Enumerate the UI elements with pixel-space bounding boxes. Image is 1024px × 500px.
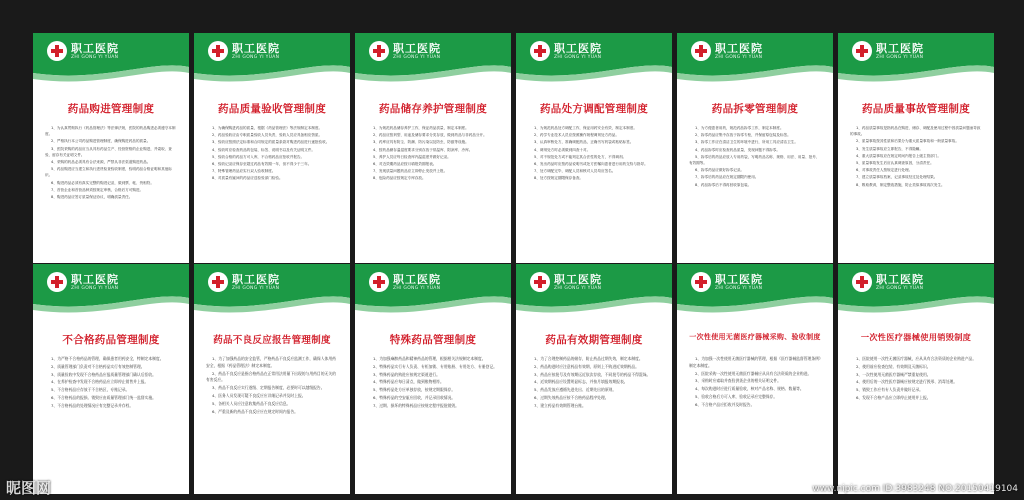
rule-line: 7、首营企业和首营品种须按规定审核，合格后方可购进。	[51, 187, 144, 192]
rule-line: 3、验收应按照法定标准和合同规定的质量条款对购进药品进行逐批验收。	[212, 140, 330, 145]
hospital-name: 职工医院	[554, 42, 602, 55]
rule-line: 4、近效期药品应设置明显标志，并按月填报效期报表。	[534, 379, 628, 385]
rule-line: 4、医务人员发现可疑不良反应应详细记录并及时上报。	[212, 392, 306, 398]
rule-line: 1、为确保购进药品的质量，根据《药品管理法》等法规制定本制度。	[212, 126, 323, 130]
rule-line: 7、过期、损坏的特殊药品应按规定程序报批销毁。	[373, 402, 459, 408]
panel-body	[206, 356, 338, 416]
rule-line: 3、质量验收中发现不合格药品应报质量管理部门确认后拒收。	[51, 371, 156, 377]
rule-line: 3、特殊药品的购进应按规定渠道进行。	[373, 371, 440, 377]
rule-line: 8、对质量有疑问的药品应送检验部门检验。	[212, 176, 283, 181]
rule-line: 4、验收时应检查药品的包装、标签、说明书以及有关证明文件。	[212, 147, 315, 152]
panel-body	[689, 356, 821, 410]
hospital-cross-logo-icon	[691, 272, 711, 292]
rule-line: 2、药品应按剂型、用途及储存要求分类存放，做到药品与非药品分开。	[373, 133, 487, 138]
hospital-pinyin: ZHI GONG YI YUAN	[554, 55, 602, 60]
rule-line: 5、质量事故发生后应认真调查原因，分清责任。	[856, 161, 934, 166]
hospital-cross-logo-icon	[852, 41, 872, 61]
panel-banner	[355, 264, 511, 322]
rule-line: 7、特殊管理药品应实行双人验收制度。	[212, 169, 276, 174]
panel-body	[528, 125, 660, 183]
hospital-pinyin: ZHI GONG YI YUAN	[71, 286, 119, 291]
rule-line: 6、发出药品时应按药品说明书或处方医嘱向患者进行用药交待与指导。	[534, 162, 648, 167]
hospital-pinyin: ZHI GONG YI YUAN	[876, 55, 924, 60]
rule-line: 5、养护人员应每日检查库内温湿度并做好记录。	[373, 154, 451, 159]
rule-line: 2、质量事故按其性质和后果分为重大质量事故和一般质量事故。	[856, 139, 959, 144]
rule-line: 2、严格执行本公司药品购进管理制度，确保购进药品的质量。	[51, 139, 151, 144]
hospital-cross-logo-icon	[47, 41, 67, 61]
rule-line: 2、药品不良反应是指合格药品在正常用法用量下出现的与用药目的无关的有害反应。	[206, 370, 336, 383]
panel-title: 药品处方调配管理制度	[540, 103, 648, 115]
hospital-name: 职工医院	[393, 273, 441, 286]
panel-body	[850, 125, 982, 189]
panel-drug-purchase	[33, 33, 189, 263]
rule-line: 5、不合格药品应存放于不合格区，专账记录。	[51, 387, 130, 393]
hospital-pinyin: ZHI GONG YI YUAN	[715, 55, 763, 60]
panel-title: 药品质量事故管理制度	[862, 103, 970, 115]
panel-title: 一次性使用无菌医疗器械采购、验收制度	[689, 333, 821, 341]
panel-title: 药品储存养护管理制度	[379, 103, 487, 115]
hospital-cross-logo-icon	[691, 41, 711, 61]
rule-line: 1、为认真贯彻执行《药品管理法》等法律法规，医院的药品购进必须遵守本制度。	[45, 126, 176, 137]
rule-line: 3、采购时应索取并查验供货企业的相关证明文件。	[695, 378, 781, 384]
rule-line: 8、处方按规定期限保存备查。	[534, 176, 584, 181]
hospital-pinyin: ZHI GONG YI YUAN	[393, 286, 441, 291]
rule-line: 5、销毁工作应有专人负责并做好记录。	[856, 387, 923, 393]
panel-quality-incident	[838, 33, 994, 263]
rule-line: 4、每次购进时应进行质量验收，核对产品名称、规格、数量等。	[695, 386, 804, 392]
panel-banner	[677, 264, 833, 322]
panel-body	[45, 125, 177, 201]
rule-line: 5、拆零后的药品应放入专用药袋，写明药品名称、规格、用法、用量、批号、有效期等。	[689, 154, 820, 166]
hospital-cross-logo-icon	[369, 41, 389, 61]
panel-body	[367, 356, 499, 411]
rule-line: 6、不合格药品的报损、销毁应由质量管理部门统一监督实施。	[51, 394, 156, 400]
panel-title: 药品不良反应报告管理制度	[213, 335, 331, 346]
rule-line: 4、重大质量事故应在规定时间内报告上级主管部门。	[856, 153, 941, 158]
hospital-cross-logo-icon	[369, 272, 389, 292]
hospital-pinyin: ZHI GONG YI YUAN	[232, 286, 280, 291]
panel-banner	[355, 33, 511, 91]
panel-prescription-dispensing	[516, 33, 672, 263]
rule-line: 5、各相关人员应注意收集药品不良反应信息。	[212, 400, 291, 406]
rule-line: 1、药品质量事故是指药品在购进、储存、调配及使用过程中因质量问题而导致的事故。	[850, 126, 981, 137]
panel-title: 不合格药品管理制度	[62, 334, 160, 346]
rule-line: 7、建立质量事故档案，记录事故经过及处理结果。	[856, 175, 938, 180]
panel-title: 一次性医疗器械使用销毁制度	[860, 332, 972, 342]
rule-line: 1、为严格不合格药品的管理，确保患者用药安全，特制定本制度。	[51, 356, 164, 361]
watermark-logo: 昵图网	[6, 479, 52, 497]
rule-line: 1、为方便患者用药，规范药品拆零工作，制定本制度。	[695, 126, 784, 130]
rule-line: 3、医院采购的药品应当从具有药品生产、经营资格的企业购进，并索取、查验、留存有关证明文件。	[45, 146, 172, 157]
hospital-name: 职工医院	[393, 42, 441, 55]
rule-line: 2、药品验收应由专职质量验收人员负责，验收人员应具备相应资质。	[212, 133, 323, 138]
rule-line: 4、药品拆零时应检查药品质量，发现问题不得拆零。	[695, 147, 780, 152]
hospital-pinyin: ZHI GONG YI YUAN	[71, 55, 119, 60]
hospital-cross-logo-icon	[530, 41, 550, 61]
hospital-pinyin: ZHI GONG YI YUAN	[554, 286, 602, 291]
panel-banner	[516, 33, 672, 91]
hospital-name: 职工医院	[715, 273, 763, 286]
rule-line: 8、吸取教训，制定整改措施，防止类似事故再次发生。	[856, 182, 945, 187]
panel-special-drugs	[355, 264, 511, 494]
panel-banner	[516, 264, 672, 322]
hospital-name: 职工医院	[876, 273, 924, 286]
panel-adverse-reaction	[194, 264, 350, 494]
rule-line: 5、药品购进应当建立和执行进货检查验收制度，验明药品合格证明和其他标识。	[45, 167, 172, 178]
hospital-pinyin: ZHI GONG YI YUAN	[876, 286, 924, 291]
panel-banner	[33, 33, 189, 91]
rule-line: 2、质量管理部门负责对不合格药品实行有效控制管理。	[51, 363, 145, 369]
hospital-name: 职工医院	[876, 42, 924, 55]
rule-line: 5、对不规范处方或不能判定其合法性的处方，不得调剂。	[534, 154, 627, 159]
panel-banner	[838, 33, 994, 91]
rule-line: 6、对近效期药品应按月填报效期报表。	[373, 162, 437, 167]
rule-line: 1、为了合理控制药品的储存，防止药品过期失效，制定本制度。	[534, 356, 643, 361]
panel-banner	[33, 264, 189, 322]
panel-body	[45, 356, 177, 411]
hospital-cross-logo-icon	[530, 272, 550, 292]
hospital-cross-logo-icon	[852, 272, 872, 292]
hospital-pinyin: ZHI GONG YI YUAN	[232, 55, 280, 60]
hospital-pinyin: ZHI GONG YI YUAN	[393, 55, 441, 60]
rule-line: 6、发现不合格产品应立即停止使用并上报。	[856, 394, 931, 400]
watermark-id: www.nipic.com ID:3983248 NO:20150419104	[812, 484, 1018, 494]
rule-line: 2、医院采购一次性使用无菌医疗器械应从具有合法资质的企业购进。	[695, 370, 812, 376]
rule-line: 3、药品不良反应实行逐级、定期报告制度，必要时可以越级报告。	[212, 385, 325, 391]
panel-device-disposal	[838, 264, 994, 494]
rule-line: 6、验收记录应保存至超过药品有效期一年，但不得少于三年。	[212, 162, 312, 167]
panel-device-procurement	[677, 264, 833, 494]
rule-line: 1、为加强麻醉药品和精神药品的管理，根据相关法规制定本制度。	[373, 356, 486, 361]
panel-banner	[677, 33, 833, 91]
rule-line: 3、认真审核处方，准确调配药品，正确书写药袋或粘贴标签。	[534, 140, 634, 145]
rule-line: 6、严重及新的药品不良反应应在规定时间内报告。	[212, 408, 298, 414]
panel-body	[850, 356, 982, 403]
hospital-cross-logo-icon	[208, 41, 228, 61]
rule-line: 2、药学专业技术人员应按照操作规程调剂处方药品。	[534, 133, 619, 138]
rule-line: 6、过期失效药品应按不合格药品程序处理。	[534, 394, 609, 400]
rule-line: 6、购进药品必须有真实完整的购进记录，做到票、帐、货相符。	[51, 180, 154, 185]
rule-line: 3、拆零工作应在清洁卫生的环境中进行，所用工具应清洁卫生。	[695, 140, 798, 145]
rule-line: 5、特殊药品处方应单独存放，按规定期限保存。	[373, 387, 456, 393]
panel-title: 特殊药品管理制度	[389, 334, 477, 346]
panel-title: 药品质量验收管理制度	[218, 103, 326, 115]
rule-line: 1、为加强一次性使用无菌医疗器械的管理，根据《医疗器械监督管理条例》制定本制度。	[689, 356, 821, 368]
panel-expiry-management	[516, 264, 672, 494]
rule-line: 7、不合格药品的处理情况应有完整记录并存档。	[51, 402, 134, 408]
rule-line: 4、采购的药品必须具有合法来源，严禁从非法渠道购进药品。	[51, 160, 151, 165]
rule-line: 7、处方调配完毕，调配人员和核对人员均应签名。	[534, 169, 616, 174]
panel-body	[206, 125, 338, 183]
rule-line: 8、购进药品应签订质量保证协议，明确质量责任。	[51, 195, 133, 200]
rule-line: 7、发现质量问题药品应立即停止发放并上报。	[373, 169, 448, 174]
rule-line: 6、特殊药品的空安瓿应回收，并记录回收情况。	[373, 394, 456, 400]
rule-line: 4、使用后的一次性医疗器械应按规定进行毁形、消毒处理。	[856, 379, 958, 385]
rule-line: 3、药库应具有防尘、防潮、防污染以及防虫、防鼠等设施。	[373, 140, 469, 145]
panel-body	[367, 125, 499, 183]
rule-line: 1、为规范药品处方调配工作，保证用药安全有效，制定本制度。	[534, 126, 637, 130]
panel-title: 药品有效期管理制度	[545, 334, 643, 346]
rule-line: 2、使用前应检查包装、有效期及灭菌标识。	[856, 363, 931, 369]
panel-title: 药品购进管理制度	[67, 103, 155, 115]
rule-line: 2、药品购进时应注意药品有效期，原则上不购进近效期药品。	[534, 363, 639, 369]
rule-line: 4、调剂处方时必须做到四查十对。	[534, 147, 591, 152]
panel-drug-unpacking	[677, 33, 833, 263]
panel-nonconforming-drugs	[33, 264, 189, 494]
panel-body	[528, 356, 660, 411]
rule-line: 5、药品发放应遵循先进先出、近期先出的原则。	[534, 387, 617, 393]
rule-line: 3、一次性使用无菌医疗器械严禁重复使用。	[856, 371, 931, 377]
hospital-name: 职工医院	[232, 273, 280, 286]
rule-line: 4、在养护检查中发现不合格药品应立即停止销售并上报。	[51, 379, 149, 385]
rule-line: 7、建立药品有效期管理台账。	[534, 402, 586, 408]
rule-line: 6、对事故责任人按规定进行处理。	[856, 168, 913, 173]
panel-banner	[838, 264, 994, 322]
hospital-cross-logo-icon	[47, 272, 67, 292]
rule-line: 8、药品拆零后不得再回收原包装。	[695, 182, 752, 187]
hospital-pinyin: ZHI GONG YI YUAN	[715, 286, 763, 291]
rule-line: 6、不合格产品应拒收并及时报告。	[695, 401, 755, 407]
panel-banner	[194, 33, 350, 91]
panel-drug-storage	[355, 33, 511, 263]
panel-banner	[194, 264, 350, 322]
rule-line: 5、验收合格后方可入库，验收记录应完整保存。	[695, 393, 778, 399]
hospital-name: 职工医院	[554, 273, 602, 286]
hospital-name: 职工医院	[715, 42, 763, 55]
rule-line: 2、特殊药品实行专人负责、专柜加锁、专用账册、专用处方、专册登记。	[373, 363, 497, 369]
hospital-name: 职工医院	[232, 42, 280, 55]
panel-drug-quality-acceptance	[194, 33, 350, 263]
rule-line: 2、拆零药品应集中存放于拆零专柜，并保留原包装及标签。	[695, 133, 791, 138]
rule-line: 7、拆零后的药品应在规定期限内使用。	[695, 175, 759, 180]
rule-line: 3、发生质量事故应立即报告，不得隐瞒。	[856, 146, 923, 151]
rule-line: 1、为规范药品储存养护工作，保证药品质量，制定本制度。	[373, 126, 469, 130]
rule-line: 3、药品应按批号及有效期远近依次存放，不同批号的药品不得混垛。	[534, 371, 651, 377]
panel-title: 药品拆零管理制度	[711, 103, 799, 115]
hospital-cross-logo-icon	[208, 272, 228, 292]
panel-body	[689, 125, 821, 189]
hospital-name: 职工医院	[71, 42, 119, 55]
rule-line: 8、危险药品应按规定专库存放。	[373, 176, 426, 181]
rule-line: 1、医院使用一次性无菌医疗器械，应从具有合法资质的企业购进产品。	[856, 356, 977, 361]
rule-line: 6、拆零药品应做好拆零记录。	[695, 168, 745, 173]
rule-line: 5、验收合格的药品方可入库，不合格药品应拒收并报告。	[212, 154, 305, 159]
rule-line: 4、按药品储存温湿度要求分别存放于常温库、阴凉库、冷库。	[373, 147, 473, 152]
rule-line: 1、为了加强药品的安全监管，严格药品不良反应监测工作，确保人体用药安全，根据《药品管理法》制定本制度。	[206, 356, 336, 368]
rule-line: 4、特殊药品应每日清点，做到账物相符。	[373, 379, 444, 385]
hospital-name: 职工医院	[71, 273, 119, 286]
